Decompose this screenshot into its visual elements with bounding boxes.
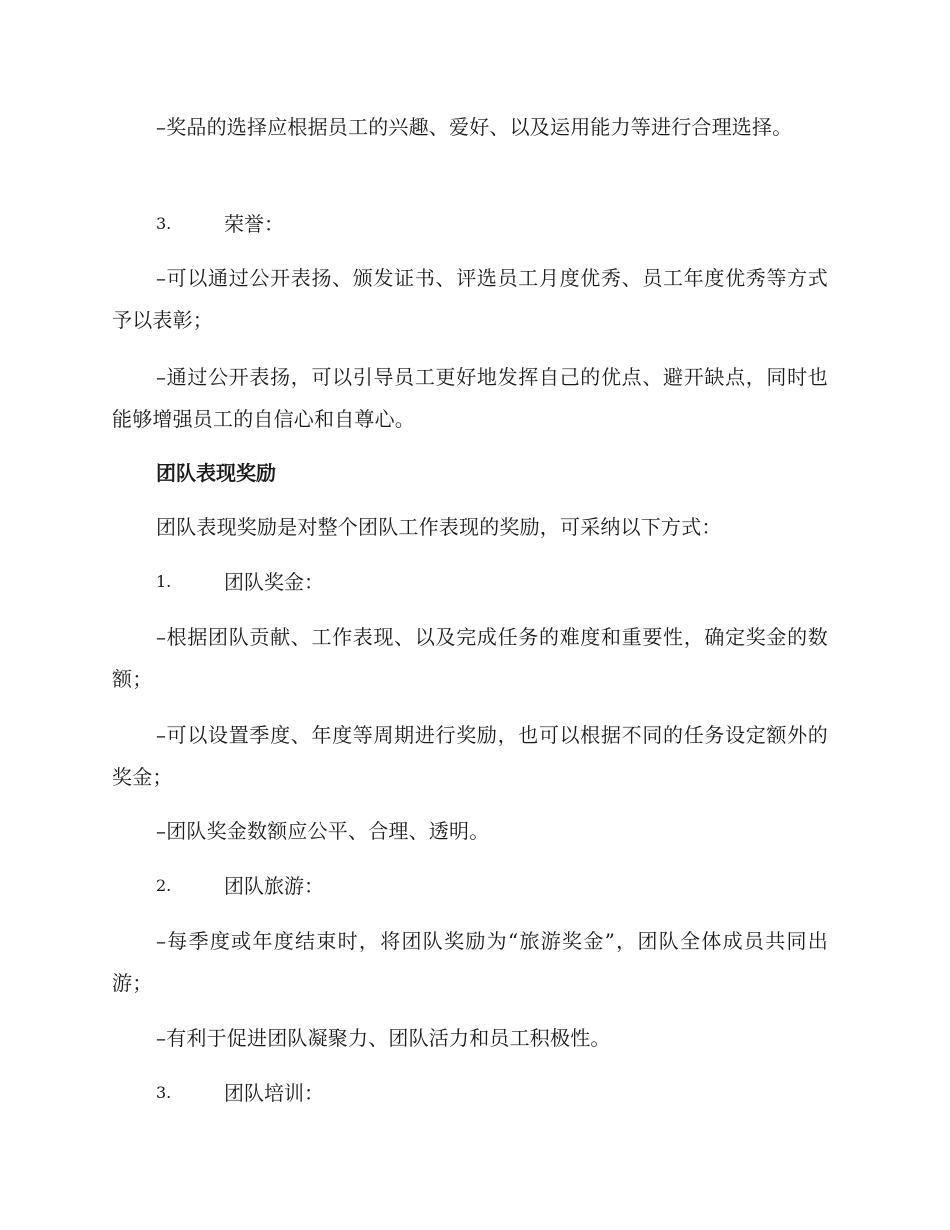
list-item-honor bbox=[156, 203, 828, 245]
paragraph-prize-selection: –奖品的选择应根据员工的兴趣、爱好、以及运用能力等进行合理选择。 bbox=[156, 115, 793, 139]
list-number: 3. bbox=[156, 214, 172, 233]
paragraph-travel-bonus: –每季度或年度结束时，将团队奖励为“旅游奖金”，团队全体成员共同出游； bbox=[112, 929, 828, 995]
paragraph-public-praise: –可以通过公开表扬、颁发证书、评选员工月度优秀、员工年度优秀等方式予以表彰； bbox=[112, 266, 828, 332]
list-label: 团队旅游： bbox=[224, 874, 324, 898]
list-item-team-bonus bbox=[156, 561, 828, 603]
paragraph-bonus-amount: –根据团队贡献、工作表现、以及完成任务的难度和重要性，确定奖金的数额； bbox=[112, 625, 828, 691]
paragraph-travel-benefit: –有利于促进团队凝聚力、团队活力和员工积极性。 bbox=[156, 1026, 611, 1050]
paragraph-bonus-period: –可以设置季度、年度等周期进行奖励，也可以根据不同的任务设定额外的奖金； bbox=[112, 723, 828, 789]
paragraph-bonus-fairness: –团队奖金数额应公平、合理、透明。 bbox=[156, 819, 490, 843]
list-number: 1. bbox=[156, 572, 172, 591]
list-number: 3. bbox=[156, 1083, 172, 1102]
list-label: 团队培训： bbox=[224, 1081, 324, 1105]
section-heading: 团队表现奖励 bbox=[156, 461, 276, 485]
paragraph-praise-benefit: –通过公开表扬，可以引导员工更好地发挥自己的优点、避开缺点，同时也能够增强员工的自信心和自尊心。 bbox=[112, 365, 828, 431]
list-number: 2. bbox=[156, 876, 172, 895]
list-label: 荣誉： bbox=[224, 212, 284, 236]
list-label: 团队奖金： bbox=[224, 570, 324, 594]
list-item-team-training bbox=[156, 1072, 828, 1114]
list-item-team-travel bbox=[156, 865, 828, 907]
paragraph-team-intro: 团队表现奖励是对整个团队工作表现的奖励，可采纳以下方式： bbox=[156, 515, 722, 539]
